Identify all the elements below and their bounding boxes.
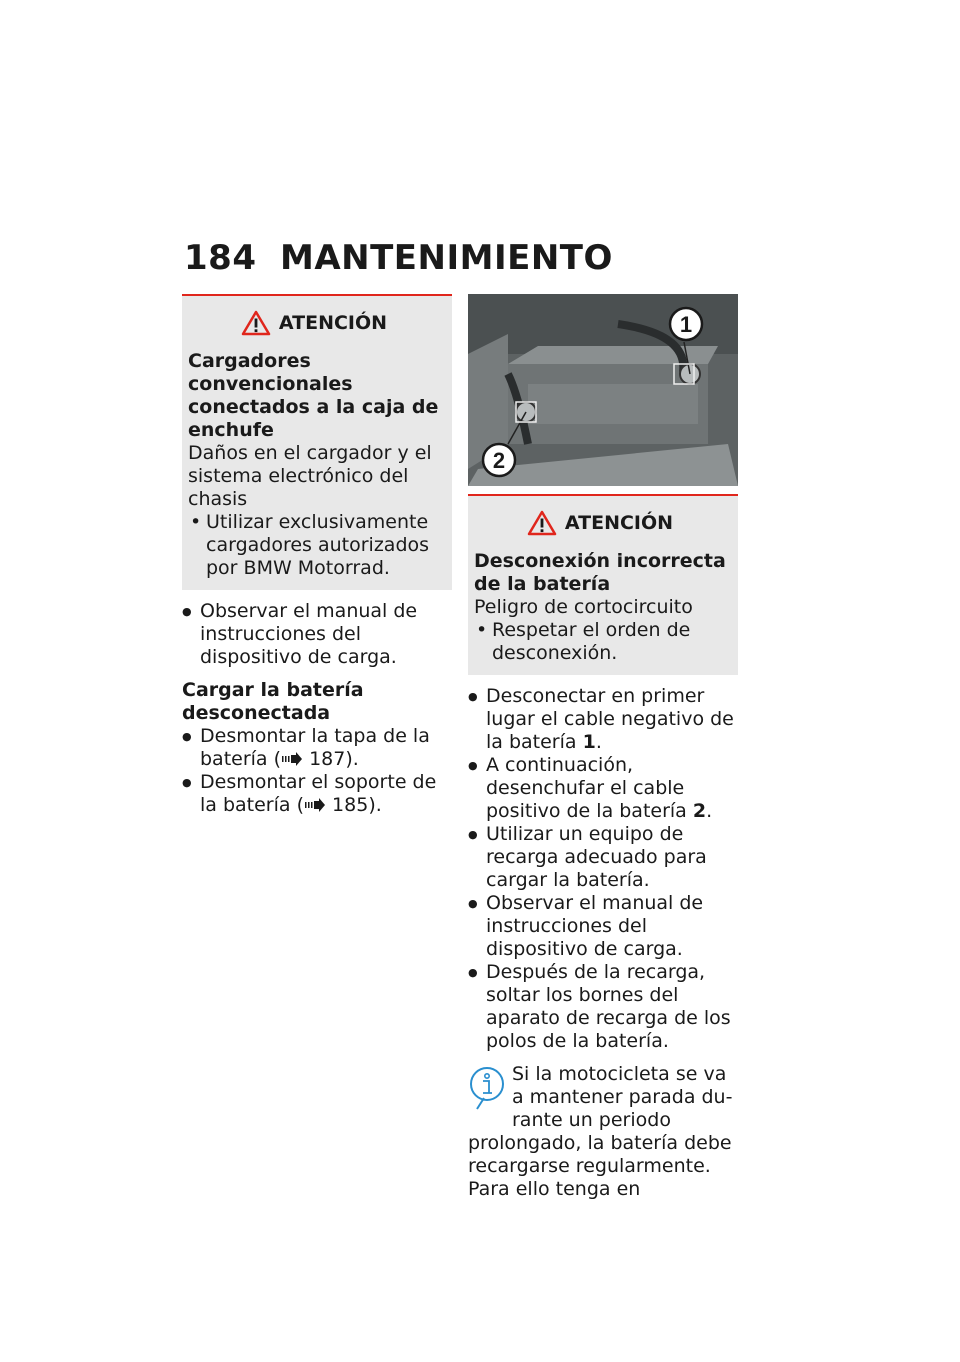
- warning-box-charger: [182, 294, 452, 590]
- page-number: 184: [184, 238, 257, 278]
- subheading: Cargar la batería desconectada: [182, 679, 364, 724]
- step-text-end: .: [706, 800, 713, 822]
- step-remove-cover: [182, 725, 452, 771]
- battery-illustration: [468, 294, 738, 486]
- callout-label-1: 1: [679, 312, 693, 337]
- warning-triangle-icon: [527, 510, 557, 536]
- warning-title: Desconexión incorrecta de la batería: [474, 550, 726, 595]
- callout-ref: 2: [692, 800, 707, 822]
- page-ref[interactable]: 187: [309, 748, 346, 770]
- step-text-end: .: [595, 731, 602, 753]
- page-ref[interactable]: 185: [332, 794, 369, 816]
- page-reference-arrow-icon: [304, 798, 326, 812]
- warning-label: ATENCIÓN: [278, 311, 388, 334]
- step-text-end: ).: [345, 748, 359, 770]
- warning-box-disconnect: [468, 494, 738, 675]
- warning-title: Cargadores convencionales conectados a la caja de enchufe: [188, 350, 439, 441]
- warning-label: ATENCIÓN: [564, 511, 674, 534]
- step-text-end: ).: [368, 794, 382, 816]
- step-release-clamps: ● Después de la recarga, soltar los bornes del aparato de recarga de los polos de la batería.: [468, 961, 738, 1053]
- warning-body: Daños en el cargador y el sistema electrónico del chasis: [188, 442, 432, 510]
- warning-header: [474, 510, 726, 536]
- section-title: MANTENIMIENTO: [280, 238, 613, 278]
- step-disconnect-positive: [468, 754, 738, 823]
- step-remove-support: [182, 771, 452, 817]
- info-note: [468, 1063, 738, 1201]
- step-text: Desmontar la tapa de la batería (: [200, 725, 430, 770]
- warning-body: Peligro de cortocircuito: [474, 596, 693, 618]
- step-disconnect-negative: [468, 685, 738, 754]
- page-header: [184, 238, 613, 278]
- info-text: Si la motocicleta se va a mantener parada durante un periodo prolongado, la batería debe recargarse regularmente. Para ello tenga en: [468, 1063, 733, 1200]
- step-text: Desconectar en primer lugar el cable negativo de la batería: [486, 685, 734, 753]
- page-reference-arrow-icon: [281, 752, 303, 766]
- step-observe-manual: ● Observar el manual de instrucciones del dispositivo de carga.: [182, 600, 452, 669]
- step-text: Desmontar el soporte de la batería (: [200, 771, 437, 816]
- warning-triangle-icon: [241, 310, 271, 336]
- step-observe-manual: ● Observar el manual de instrucciones del dispositivo de carga.: [468, 892, 738, 961]
- step-text: A continuación, desenchufar el cable positivo de la batería: [486, 754, 693, 822]
- step-use-charger: ● Utilizar un equipo de recarga adecuado para cargar la batería.: [468, 823, 738, 892]
- callout-ref: 1: [582, 731, 596, 753]
- info-icon: [468, 1065, 506, 1111]
- battery-figure: [468, 294, 738, 486]
- callout-label-2: 2: [492, 448, 506, 473]
- warning-bullet: • Utilizar exclusivamente cargadores autorizados por BMW Motorrad.: [188, 511, 440, 580]
- left-column: [182, 294, 452, 817]
- right-column: [468, 294, 738, 1201]
- warning-header: [188, 310, 440, 336]
- warning-bullet: • Respetar el orden de desconexión.: [474, 619, 726, 665]
